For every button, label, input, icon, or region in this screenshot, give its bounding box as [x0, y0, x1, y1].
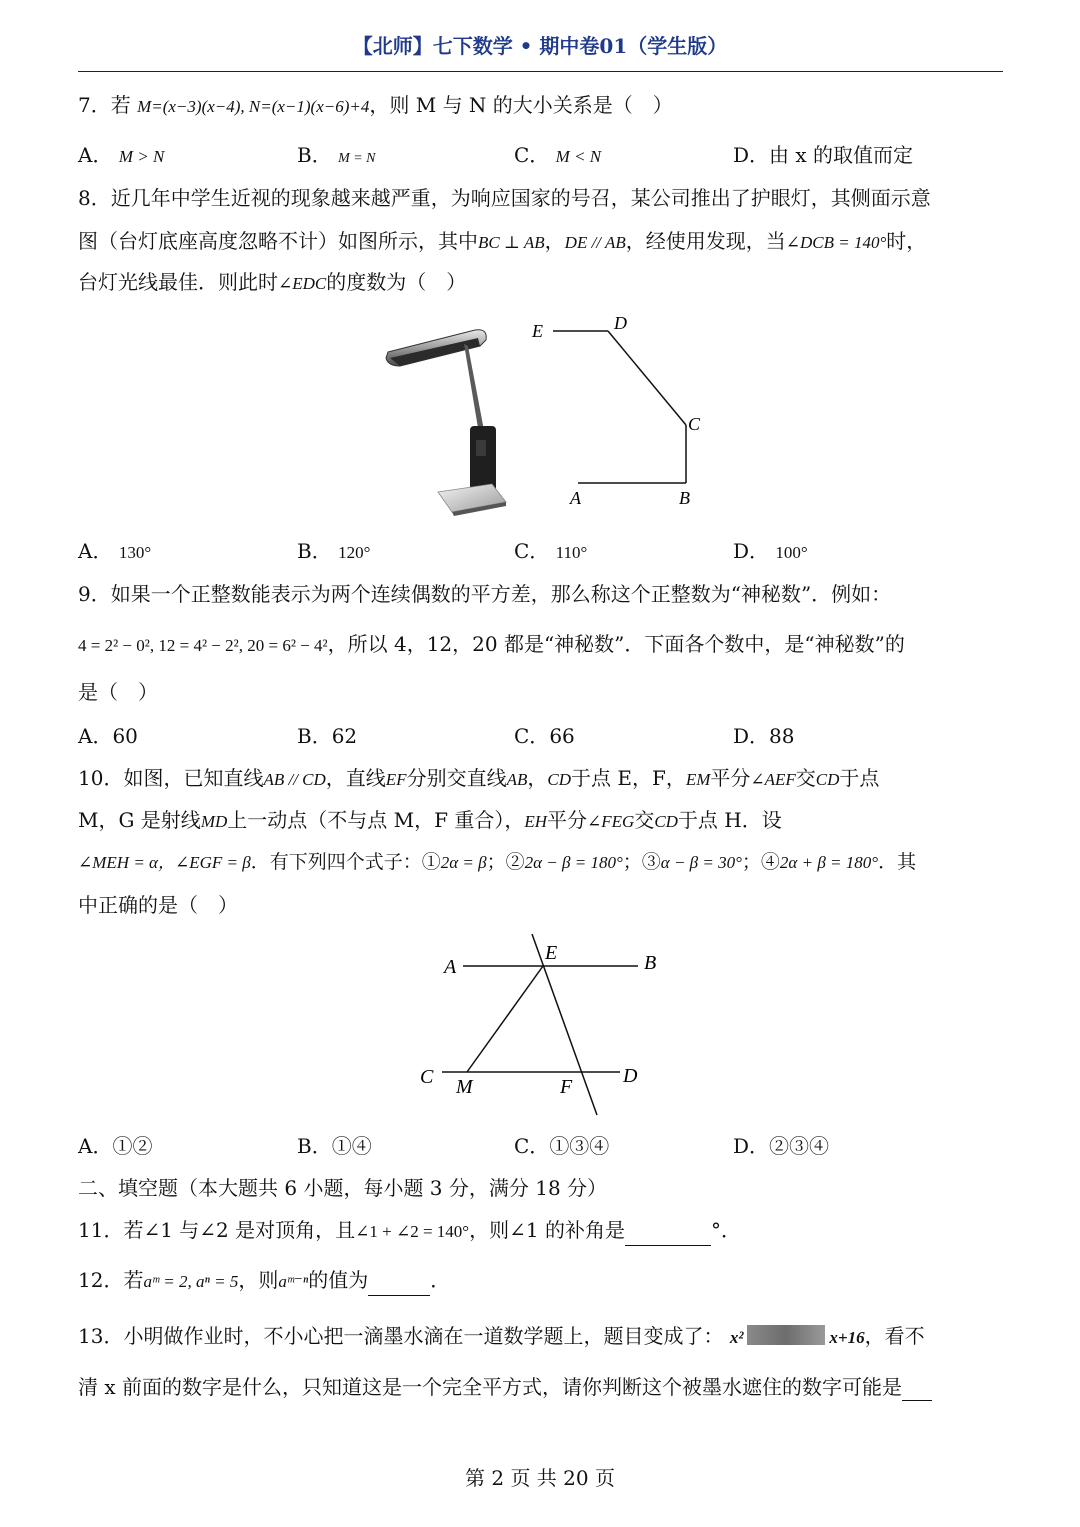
q9-option-d[interactable]: D．88 — [733, 724, 795, 748]
question-8-line-1: 8．近几年中学生近视的现象越来越严重，为响应国家的号召，某公司推出了护眼灯，其侧面示意 — [78, 186, 931, 210]
label-b: B — [679, 488, 690, 508]
q10-option-d[interactable]: D．②③④ — [733, 1134, 830, 1158]
q7-text: 若 — [110, 93, 131, 117]
q7-expression: M=(x−3)(x−4), N=(x−1)(x−6)+4 — [137, 97, 370, 116]
segment-dc — [608, 331, 686, 425]
question-8-line-3: 台灯光线最佳．则此时∠EDC的度数为（ ） — [78, 270, 467, 294]
label-d: D — [623, 1065, 638, 1087]
label-e: E — [532, 321, 543, 341]
question-number: 7． — [78, 93, 111, 117]
answer-blank[interactable] — [902, 1378, 932, 1401]
question-13-line-1: 13．小明做作业时，不小心把一滴墨水滴在一道数学题上，题目变成了： x² x+16，看不 — [78, 1324, 925, 1348]
q9-option-b[interactable]: B．62 — [297, 724, 358, 748]
q10-option-c[interactable]: C．①③④ — [514, 1134, 610, 1158]
label-c: C — [688, 414, 701, 434]
label-d: D — [614, 313, 627, 333]
question-9-line-2: 4 = 2² − 0², 12 = 4² − 2², 20 = 6² − 4²，所以 4，12，20 都是“神秘数”．下面各个数中，是“神秘数”的 — [78, 632, 905, 656]
ink-blot — [747, 1325, 825, 1345]
q7-option-d[interactable]: D．由 x 的取值而定 — [733, 143, 914, 167]
label-f: F — [560, 1076, 573, 1098]
q10-option-b[interactable]: B．①④ — [297, 1134, 372, 1158]
question-10-line-1: 10．如图，已知直线AB // CD，直线EF分别交直线AB，CD于点 E，F，EM平分∠AEF交CD于点 — [78, 766, 880, 790]
lamp-schematic-diagram — [520, 310, 720, 510]
header-divider — [78, 71, 1003, 72]
question-13-line-2: 清 x 前面的数字是什么，只知道这是一个完全平方式，请你判断这个被墨水遮住的数字可能是 — [78, 1373, 932, 1401]
q7-option-c[interactable]: C． M < N — [514, 143, 602, 167]
desk-lamp-image — [380, 322, 510, 522]
section-2-heading: 二、填空题（本大题共 6 小题，每小题 3 分，满分 18 分） — [78, 1176, 608, 1200]
q8-option-a[interactable]: A． 130° — [78, 539, 152, 563]
question-11: 11．若∠1 与∠2 是对顶角，且∠1 + ∠2 = 140°，则∠1 的补角是 °． — [78, 1216, 741, 1246]
question-9-line-3: 是（ ） — [78, 680, 158, 704]
question-7-stem — [78, 91, 673, 121]
parallel-lines-diagram — [410, 925, 670, 1125]
q7-option-b[interactable]: B． M = N — [297, 143, 376, 167]
q8-option-b[interactable]: B． 120° — [297, 539, 371, 563]
answer-blank[interactable] — [368, 1273, 430, 1296]
page-header-title: 【北师】七下数学 • 期中卷01（学生版） — [352, 34, 728, 58]
q9-option-c[interactable]: C．66 — [514, 724, 575, 748]
q7-option-a[interactable]: A． M > N — [78, 143, 165, 167]
question-10-line-4: 中正确的是（ ） — [78, 893, 238, 917]
q10-option-a[interactable]: A．①② — [78, 1134, 153, 1158]
question-10-line-3: ∠MEH = α，∠EGF = β．有下列四个式子：①2α = β；②2α − β = 180°；③α − β = 30°；④2α + β = 180°．其 — [78, 851, 917, 873]
q8-option-c[interactable]: C． 110° — [514, 539, 588, 563]
label-a: A — [570, 488, 581, 508]
question-10-line-2: M，G 是射线MD上一动点（不与点 M，F 重合），EH平分∠FEG交CD于点 H．设 — [78, 808, 782, 832]
label-a: A — [444, 956, 457, 978]
label-b: B — [644, 952, 657, 974]
q9-option-a[interactable]: A．60 — [78, 724, 138, 748]
q8-option-d[interactable]: D． 100° — [733, 539, 808, 563]
label-e: E — [545, 942, 558, 964]
answer-blank[interactable] — [625, 1223, 711, 1246]
q7-text-suffix: ，则 M 与 N 的大小关系是（ ） — [369, 93, 673, 117]
question-9-line-1: 9．如果一个正整数能表示为两个连续偶数的平方差，那么称这个正整数为“神秘数”．例如： — [78, 582, 892, 606]
label-c: C — [420, 1066, 434, 1088]
question-8-line-2: 图（台灯底座高度忽略不计）如图所示，其中BC ⊥ AB，DE // AB，经使用发现，当∠DCB = 140°时， — [78, 229, 927, 253]
label-m: M — [456, 1076, 473, 1098]
question-12: 12．若aᵐ = 2, aⁿ = 5，则aᵐ⁻ⁿ的值为 ． — [78, 1266, 450, 1296]
segment-em — [467, 966, 543, 1072]
page-footer: 第 2 页 共 20 页 — [465, 1466, 615, 1490]
